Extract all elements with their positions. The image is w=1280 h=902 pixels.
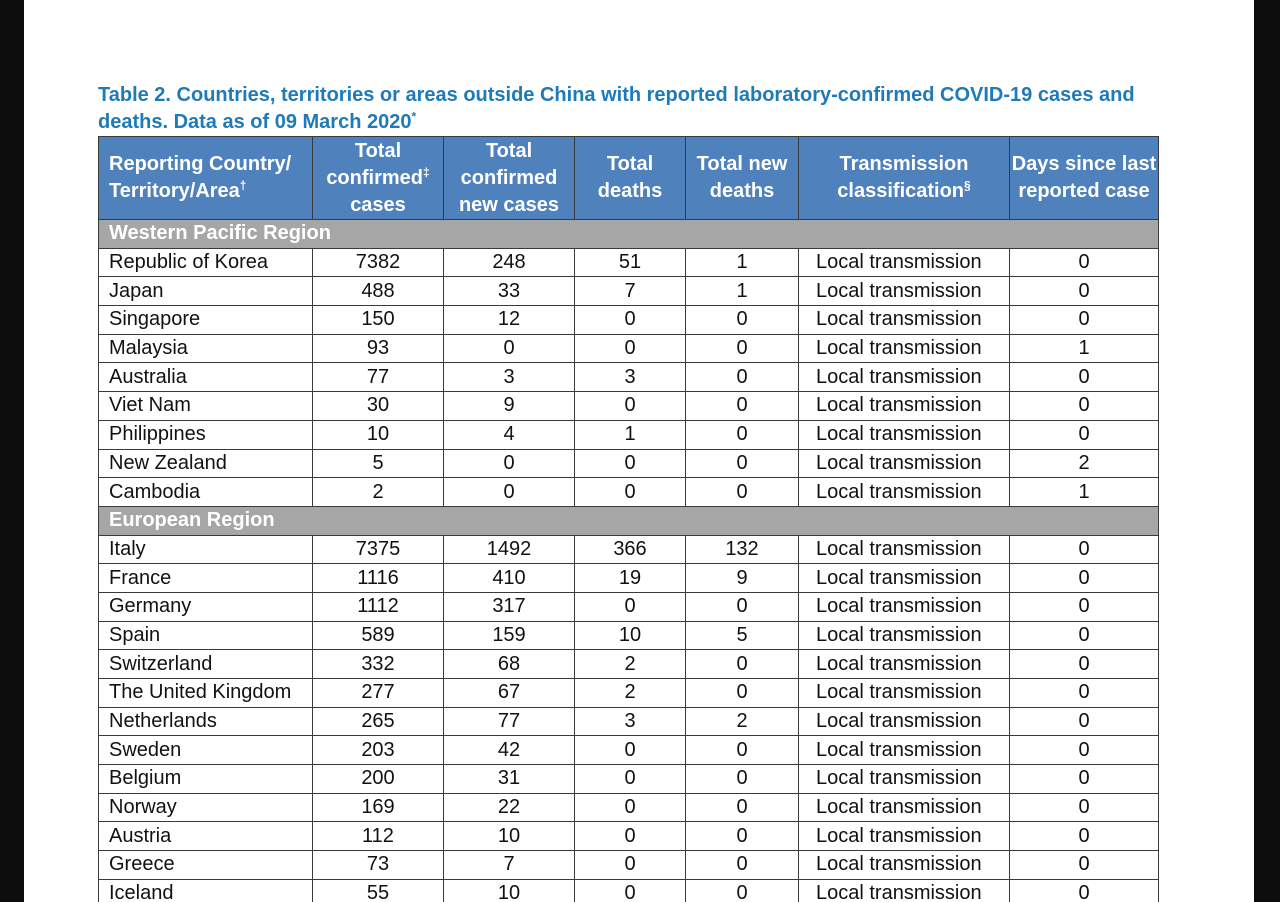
cell-new-deaths: 0 [686, 449, 799, 478]
cell-total-confirmed: 488 [313, 277, 444, 306]
cell-days-since: 0 [1010, 765, 1159, 794]
cell-new-cases: 22 [444, 793, 575, 822]
cell-transmission: Local transmission [799, 478, 1010, 507]
cell-new-cases: 4 [444, 420, 575, 449]
cell-country: Viet Nam [99, 392, 313, 421]
header-total-confirmed: Total confirmed‡ cases [313, 137, 444, 220]
cell-total-confirmed: 93 [313, 334, 444, 363]
cell-days-since: 0 [1010, 248, 1159, 277]
cell-new-cases: 0 [444, 449, 575, 478]
cell-total-deaths: 0 [575, 736, 686, 765]
cell-country: Greece [99, 851, 313, 880]
header-days-since: Days since last reported case [1010, 137, 1159, 220]
cell-transmission: Local transmission [799, 248, 1010, 277]
table-row [99, 248, 1159, 277]
cell-new-deaths: 0 [686, 822, 799, 851]
cell-new-cases: 12 [444, 306, 575, 335]
cell-country: The United Kingdom [99, 679, 313, 708]
cell-total-deaths: 51 [575, 248, 686, 277]
table-row [99, 793, 1159, 822]
cell-total-deaths: 3 [575, 363, 686, 392]
cell-country: Cambodia [99, 478, 313, 507]
cell-total-confirmed: 277 [313, 679, 444, 708]
cell-country: Iceland [99, 879, 313, 902]
cell-transmission: Local transmission [799, 765, 1010, 794]
cell-total-confirmed: 150 [313, 306, 444, 335]
table-row [99, 707, 1159, 736]
cell-total-confirmed: 112 [313, 822, 444, 851]
cell-total-confirmed: 332 [313, 650, 444, 679]
table-row [99, 363, 1159, 392]
cell-days-since: 2 [1010, 449, 1159, 478]
cell-country: Republic of Korea [99, 248, 313, 277]
cell-new-deaths: 0 [686, 650, 799, 679]
cell-new-deaths: 0 [686, 679, 799, 708]
cell-total-deaths: 1 [575, 420, 686, 449]
cell-new-deaths: 0 [686, 879, 799, 902]
covid-cases-table [98, 136, 1159, 902]
cell-new-deaths: 0 [686, 478, 799, 507]
table-body [99, 220, 1159, 902]
cell-transmission: Local transmission [799, 420, 1010, 449]
cell-new-deaths: 132 [686, 535, 799, 564]
cell-total-deaths: 0 [575, 592, 686, 621]
cell-total-deaths: 0 [575, 851, 686, 880]
cell-days-since: 1 [1010, 334, 1159, 363]
cell-new-cases: 10 [444, 822, 575, 851]
table-row [99, 765, 1159, 794]
cell-country: Norway [99, 793, 313, 822]
cell-new-cases: 0 [444, 478, 575, 507]
cell-transmission: Local transmission [799, 793, 1010, 822]
cell-new-deaths: 9 [686, 564, 799, 593]
cell-new-cases: 0 [444, 334, 575, 363]
cell-total-confirmed: 200 [313, 765, 444, 794]
cell-new-cases: 159 [444, 621, 575, 650]
cell-total-deaths: 3 [575, 707, 686, 736]
cell-total-deaths: 2 [575, 650, 686, 679]
cell-total-deaths: 0 [575, 793, 686, 822]
cell-new-cases: 3 [444, 363, 575, 392]
table-row [99, 334, 1159, 363]
caption-line-1: Table 2. Countries, territories or areas outside China with reported laboratory-confirmed COVID-19 cases and [98, 84, 1135, 106]
table-row [99, 650, 1159, 679]
header-new-deaths: Total new deaths [686, 137, 799, 220]
table-row [99, 306, 1159, 335]
cell-new-deaths: 0 [686, 736, 799, 765]
cell-transmission: Local transmission [799, 592, 1010, 621]
table-row [99, 592, 1159, 621]
cell-total-deaths: 10 [575, 621, 686, 650]
region-header-row [99, 506, 1159, 535]
cell-new-cases: 1492 [444, 535, 575, 564]
cell-new-deaths: 0 [686, 306, 799, 335]
table-row [99, 851, 1159, 880]
cell-new-cases: 317 [444, 592, 575, 621]
cell-country: Italy [99, 535, 313, 564]
cell-new-deaths: 0 [686, 851, 799, 880]
cell-country: Belgium [99, 765, 313, 794]
cell-days-since: 0 [1010, 535, 1159, 564]
cell-days-since: 0 [1010, 564, 1159, 593]
caption-footnote-mark: * [411, 109, 417, 124]
cell-total-deaths: 2 [575, 679, 686, 708]
cell-days-since: 0 [1010, 793, 1159, 822]
region-name: European Region [99, 506, 1159, 535]
cell-new-deaths: 0 [686, 793, 799, 822]
cell-days-since: 1 [1010, 478, 1159, 507]
cell-total-confirmed: 30 [313, 392, 444, 421]
cell-country: Germany [99, 592, 313, 621]
cell-country: Netherlands [99, 707, 313, 736]
cell-new-cases: 31 [444, 765, 575, 794]
cell-total-deaths: 0 [575, 879, 686, 902]
cell-total-confirmed: 2 [313, 478, 444, 507]
cell-total-confirmed: 73 [313, 851, 444, 880]
table-row [99, 621, 1159, 650]
cell-days-since: 0 [1010, 851, 1159, 880]
cell-total-confirmed: 1116 [313, 564, 444, 593]
table-row [99, 449, 1159, 478]
table-caption [98, 82, 1178, 136]
cell-days-since: 0 [1010, 592, 1159, 621]
cell-transmission: Local transmission [799, 851, 1010, 880]
cell-country: Singapore [99, 306, 313, 335]
table-row [99, 392, 1159, 421]
cell-new-deaths: 0 [686, 363, 799, 392]
cell-days-since: 0 [1010, 679, 1159, 708]
header-new-cases: Total confirmed new cases [444, 137, 575, 220]
caption-line-2: deaths. Data as of 09 March 2020 [98, 111, 412, 133]
cell-transmission: Local transmission [799, 277, 1010, 306]
header-total-deaths: Total deaths [575, 137, 686, 220]
cell-new-deaths: 2 [686, 707, 799, 736]
table-row [99, 879, 1159, 902]
cell-total-deaths: 0 [575, 392, 686, 421]
cell-transmission: Local transmission [799, 736, 1010, 765]
table-row [99, 535, 1159, 564]
table-row [99, 564, 1159, 593]
table-row [99, 679, 1159, 708]
cell-transmission: Local transmission [799, 535, 1010, 564]
cell-transmission: Local transmission [799, 707, 1010, 736]
cell-total-deaths: 366 [575, 535, 686, 564]
cell-transmission: Local transmission [799, 822, 1010, 851]
cell-new-cases: 10 [444, 879, 575, 902]
cell-country: Philippines [99, 420, 313, 449]
cell-days-since: 0 [1010, 363, 1159, 392]
cell-days-since: 0 [1010, 392, 1159, 421]
cell-transmission: Local transmission [799, 449, 1010, 478]
cell-new-deaths: 1 [686, 277, 799, 306]
table-row [99, 420, 1159, 449]
cell-transmission: Local transmission [799, 392, 1010, 421]
cell-country: New Zealand [99, 449, 313, 478]
cell-new-cases: 410 [444, 564, 575, 593]
cell-total-confirmed: 265 [313, 707, 444, 736]
cell-country: Sweden [99, 736, 313, 765]
cell-country: Australia [99, 363, 313, 392]
cell-total-confirmed: 10 [313, 420, 444, 449]
cell-new-cases: 9 [444, 392, 575, 421]
cell-total-confirmed: 5 [313, 449, 444, 478]
cell-total-deaths: 0 [575, 449, 686, 478]
region-name: Western Pacific Region [99, 220, 1159, 249]
cell-new-cases: 248 [444, 248, 575, 277]
cell-days-since: 0 [1010, 879, 1159, 902]
cell-total-confirmed: 55 [313, 879, 444, 902]
table-row [99, 478, 1159, 507]
cell-new-deaths: 0 [686, 392, 799, 421]
cell-country: Japan [99, 277, 313, 306]
cell-days-since: 0 [1010, 707, 1159, 736]
cell-transmission: Local transmission [799, 564, 1010, 593]
cell-total-confirmed: 7375 [313, 535, 444, 564]
cell-transmission: Local transmission [799, 621, 1010, 650]
cell-transmission: Local transmission [799, 363, 1010, 392]
cell-days-since: 0 [1010, 650, 1159, 679]
cell-transmission: Local transmission [799, 306, 1010, 335]
cell-new-cases: 7 [444, 851, 575, 880]
cell-transmission: Local transmission [799, 879, 1010, 902]
cell-total-confirmed: 77 [313, 363, 444, 392]
table-row [99, 277, 1159, 306]
cell-total-confirmed: 1112 [313, 592, 444, 621]
cell-new-cases: 77 [444, 707, 575, 736]
cell-total-deaths: 7 [575, 277, 686, 306]
cell-country: Austria [99, 822, 313, 851]
cell-country: France [99, 564, 313, 593]
cell-total-deaths: 0 [575, 822, 686, 851]
cell-new-cases: 67 [444, 679, 575, 708]
cell-total-deaths: 19 [575, 564, 686, 593]
cell-total-deaths: 0 [575, 765, 686, 794]
cell-new-cases: 68 [444, 650, 575, 679]
cell-transmission: Local transmission [799, 679, 1010, 708]
header-country: Reporting Country/ Territory/Area† [99, 137, 313, 220]
cell-days-since: 0 [1010, 420, 1159, 449]
cell-total-confirmed: 589 [313, 621, 444, 650]
cell-new-cases: 33 [444, 277, 575, 306]
cell-total-confirmed: 7382 [313, 248, 444, 277]
cell-transmission: Local transmission [799, 334, 1010, 363]
cell-total-deaths: 0 [575, 306, 686, 335]
table-row [99, 736, 1159, 765]
cell-total-confirmed: 169 [313, 793, 444, 822]
header-row [99, 137, 1159, 220]
cell-days-since: 0 [1010, 621, 1159, 650]
document-page [24, 0, 1254, 902]
cell-new-cases: 42 [444, 736, 575, 765]
cell-days-since: 0 [1010, 277, 1159, 306]
region-header-row [99, 220, 1159, 249]
cell-total-deaths: 0 [575, 478, 686, 507]
cell-transmission: Local transmission [799, 650, 1010, 679]
header-transmission: Transmission classification§ [799, 137, 1010, 220]
cell-days-since: 0 [1010, 736, 1159, 765]
table-row [99, 822, 1159, 851]
cell-new-deaths: 0 [686, 765, 799, 794]
cell-new-deaths: 0 [686, 420, 799, 449]
cell-country: Malaysia [99, 334, 313, 363]
cell-new-deaths: 0 [686, 334, 799, 363]
cell-new-deaths: 0 [686, 592, 799, 621]
cell-days-since: 0 [1010, 822, 1159, 851]
cell-country: Spain [99, 621, 313, 650]
cell-total-confirmed: 203 [313, 736, 444, 765]
cell-new-deaths: 1 [686, 248, 799, 277]
cell-days-since: 0 [1010, 306, 1159, 335]
cell-new-deaths: 5 [686, 621, 799, 650]
cell-country: Switzerland [99, 650, 313, 679]
cell-total-deaths: 0 [575, 334, 686, 363]
